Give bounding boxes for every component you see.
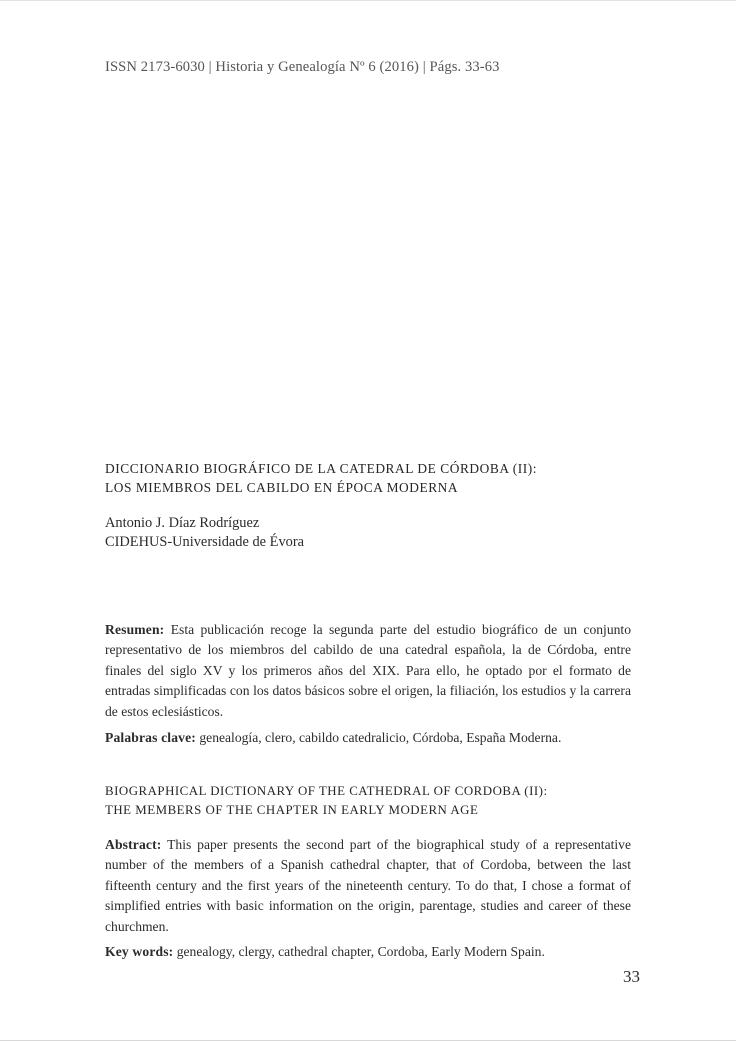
key-words-section — [105, 942, 631, 962]
page-title — [105, 460, 650, 497]
palabras-clave-label: Palabras clave: — [105, 730, 196, 745]
english-title-line-1: BIOGRAPHICAL DICTIONARY OF THE CATHEDRAL OF CORDOBA (II): — [105, 784, 548, 798]
title-line-1: DICCIONARIO BIOGRÁFICO DE LA CATEDRAL DE CÓRDOBA (II): — [105, 461, 538, 476]
abstract-text: This paper presents the second part of the biographical study of a representative number of the members of a Spanish cathedral chapter, that of Cordoba, between the last fifteenth century and the first years of the nineteenth century. To do that, I chose a format of simplified entries with basic information on the origin, parentage, studies and career of these churchmen. — [105, 837, 631, 934]
key-words-label: Key words: — [105, 944, 174, 959]
resumen-section — [105, 620, 631, 722]
resumen-text: Esta publicación recoge la segunda parte del estudio biográfico de un conjunto representativo de los miembros del cabildo de una catedral española, la de Córdoba, entre finales del siglo XV y los primeros años del XIX. Para ello, he optado por el formato de entradas simplificadas con los datos básicos sobre el origen, la filiación, los estudios y la carrera de estos eclesiásticos. — [105, 622, 631, 719]
english-title — [105, 782, 650, 819]
article-title — [105, 460, 650, 497]
title-line-2: LOS MIEMBROS DEL CABILDO EN ÉPOCA MODERNA — [105, 479, 459, 495]
abstract-label: Abstract: — [105, 837, 162, 852]
author-affiliation: CIDEHUS-Universidade de Évora — [105, 534, 305, 550]
page-number: 33 — [623, 967, 640, 986]
palabras-clave-section — [105, 728, 631, 748]
english-title-line-2: THE MEMBERS OF THE CHAPTER IN EARLY MODERN AGE — [105, 802, 479, 817]
key-words-text: genealogy, clergy, cathedral chapter, Cordoba, Early Modern Spain. — [173, 944, 545, 959]
abstract-section — [105, 835, 631, 937]
palabras-clave-text: genealogía, clero, cabildo catedralicio, Córdoba, España Moderna. — [195, 730, 562, 745]
resumen-label: Resumen: — [105, 622, 165, 637]
author-name: Antonio J. Díaz Rodríguez — [105, 515, 260, 531]
running-head: ISSN 2173-6030 | Historia y Genealogía Nº 6 (2016) | Págs. 33-63 — [105, 59, 500, 75]
author-block — [105, 514, 525, 552]
